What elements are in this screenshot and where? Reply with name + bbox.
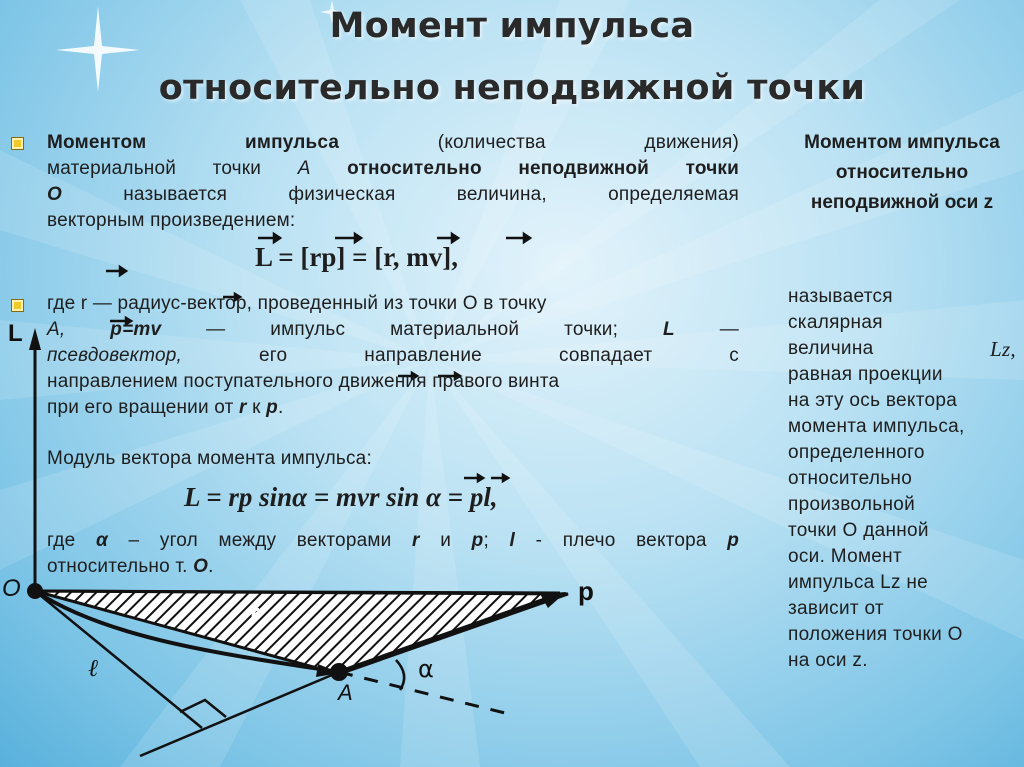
label-alpha: α bbox=[418, 655, 434, 683]
right-line: скалярная bbox=[788, 312, 883, 333]
def-l4: векторным произведением: bbox=[47, 210, 296, 231]
formula-modulus: L = rp sinα = mvr sin α = pl, bbox=[184, 482, 498, 512]
right-line: зависит от bbox=[788, 598, 884, 619]
right-line: положения точки O bbox=[788, 624, 963, 645]
expl-l2a: A, bbox=[47, 319, 66, 340]
def-l3b: называется bbox=[123, 184, 228, 205]
def-paren: (количества bbox=[437, 132, 546, 153]
def-term: Моментом bbox=[47, 132, 147, 153]
right-line: относительно bbox=[788, 468, 913, 489]
formula-angular-momentum: L = [rp] = [r, mv], bbox=[255, 242, 459, 272]
expl-l3d: совпадает bbox=[558, 345, 653, 366]
expl-l5b: r bbox=[239, 397, 247, 418]
expl-l3a: псевдовектор, bbox=[47, 345, 182, 366]
def-l3d: величина, bbox=[456, 184, 547, 205]
right-line: произвольной bbox=[788, 494, 916, 515]
angle-l1i: - плечо вектора bbox=[535, 530, 707, 551]
angle-l1j: p bbox=[727, 530, 740, 551]
angle-l1c: – угол между векторами bbox=[128, 530, 392, 551]
label-O: O bbox=[2, 575, 21, 602]
def-paren2: движения) bbox=[644, 132, 740, 153]
right-line: определенного bbox=[788, 442, 925, 463]
label-l: ℓ bbox=[88, 656, 98, 682]
def-l3a: O bbox=[47, 184, 62, 205]
angle-l1d: r bbox=[412, 530, 420, 551]
point-A bbox=[330, 663, 348, 681]
expl-l2d: импульс bbox=[270, 319, 346, 340]
right-line: на эту ось вектора bbox=[788, 390, 958, 411]
def-l3e: определяемая bbox=[608, 184, 740, 205]
point-O bbox=[27, 583, 43, 599]
expl-l2h: — bbox=[719, 319, 739, 340]
angle-l1f: p bbox=[471, 530, 484, 551]
expl-l2f: точки; bbox=[564, 319, 619, 340]
axis-L-arrowhead bbox=[29, 328, 41, 350]
angle-l1g: ; bbox=[483, 530, 489, 551]
right-line: называется bbox=[788, 286, 893, 307]
line-of-action bbox=[140, 672, 339, 756]
hatched-area bbox=[35, 591, 568, 674]
right-definition bbox=[788, 284, 1016, 674]
expl-l2b: p=mv bbox=[110, 319, 162, 340]
def-l2b: A bbox=[297, 158, 311, 179]
slide-title-line1: Момент импульса bbox=[329, 6, 695, 46]
def-l2a: материальной точки bbox=[47, 158, 262, 179]
right-line: на оси z. bbox=[788, 650, 868, 671]
label-A: A bbox=[338, 680, 353, 705]
expl-l1: где r — радиус-вектор, проведенный из точки O в точку bbox=[47, 293, 547, 314]
def-term2: импульса bbox=[244, 132, 340, 153]
expl-l3c: направление bbox=[364, 345, 482, 366]
slide-title-line2: относительно неподвижной точки bbox=[158, 68, 866, 108]
right-line: величина bbox=[788, 338, 874, 359]
angle-l2c: . bbox=[208, 556, 214, 577]
angle-l2b: O bbox=[193, 556, 209, 577]
right-line: момента импульса, bbox=[788, 416, 965, 437]
angle-l1b: α bbox=[95, 530, 108, 551]
angle-l1e: и bbox=[440, 530, 452, 551]
expl-l5c: к bbox=[252, 397, 261, 418]
right-symbol-Lz: Lz, bbox=[989, 337, 1016, 361]
expl-l3e: с bbox=[729, 345, 739, 366]
expl-l5a: при его вращении от bbox=[47, 397, 234, 418]
right-heading: Моментом импульса относительно неподвижной оси z bbox=[804, 132, 1000, 213]
expl-l2g: L bbox=[663, 319, 675, 340]
expl-l5e: . bbox=[277, 397, 284, 418]
def-l3c: физическая bbox=[288, 184, 396, 205]
right-line: равная проекции bbox=[788, 364, 943, 385]
right-line: оси. Момент bbox=[788, 546, 902, 567]
expl-l5d: p bbox=[266, 397, 278, 418]
angle-l1h: l bbox=[509, 530, 516, 551]
label-L: L bbox=[8, 320, 23, 347]
label-p: p bbox=[578, 576, 594, 606]
para-modulus: Модуль вектора момента импульса: bbox=[47, 448, 372, 469]
expl-l2e: материальной bbox=[390, 319, 520, 340]
angle-l2a: относительно т. bbox=[47, 556, 188, 577]
angle-l1a: где bbox=[47, 530, 76, 551]
label-r: r bbox=[250, 600, 260, 627]
expl-l2c: — bbox=[206, 319, 226, 340]
expl-l4: направлением поступательного движения правого винта bbox=[47, 371, 560, 392]
expl-l3b: его bbox=[259, 345, 288, 366]
right-line: импульса Lz не bbox=[788, 572, 928, 593]
def-l2c: относительно неподвижной точки bbox=[347, 158, 740, 179]
right-line: точки O данной bbox=[788, 520, 929, 541]
